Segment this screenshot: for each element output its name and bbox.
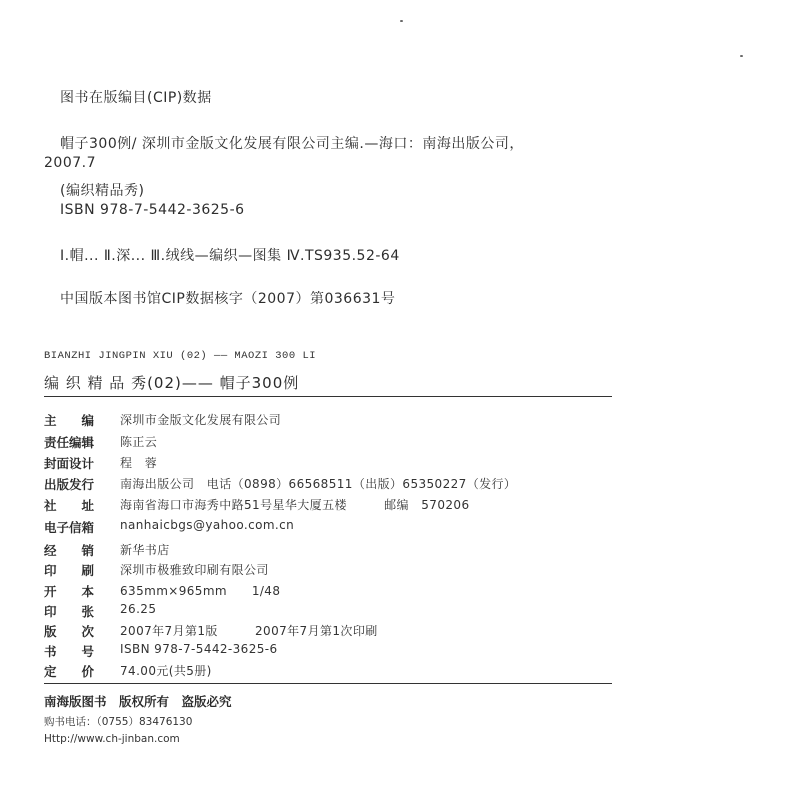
detail-value: 新华书店 xyxy=(120,543,170,557)
detail-value: 陈正云 xyxy=(120,435,158,449)
cip-record-number: 中国版本图书馆CIP数据核字（2007）第036631号 xyxy=(60,291,396,307)
detail-label: 经 销 xyxy=(44,543,95,558)
detail-value: 2007年7月第1版 2007年7月第1次印刷 xyxy=(120,624,378,638)
rights-statement: 南海版图书 版权所有 盗版必究 xyxy=(44,694,232,709)
detail-label: 开 本 xyxy=(44,584,95,599)
detail-label: 版 次 xyxy=(44,624,95,639)
detail-label: 出版发行 xyxy=(44,477,95,492)
detail-value: 635mm×965mm 1/48 xyxy=(120,584,281,598)
book-title: 编 织 精 品 秀(02)—— 帽子300例 xyxy=(44,374,300,392)
detail-label: 电子信箱 xyxy=(44,520,95,535)
cip-date: 2007.7 xyxy=(44,155,96,171)
detail-value: 深圳市金版文化发展有限公司 xyxy=(120,413,282,427)
cip-header: 图书在版编目(CIP)数据 xyxy=(60,90,212,106)
detail-value: 深圳市极雅致印刷有限公司 xyxy=(120,563,269,577)
divider-top xyxy=(44,396,612,397)
detail-label: 责任编辑 xyxy=(44,435,95,450)
cip-series: (编织精品秀) xyxy=(60,183,145,199)
detail-value: ISBN 978-7-5442-3625-6 xyxy=(120,642,278,656)
scan-speck xyxy=(740,55,743,57)
detail-value: 26.25 xyxy=(120,602,157,616)
detail-value: 海南省海口市海秀中路51号星华大厦五楼 邮编 570206 xyxy=(120,498,470,512)
detail-value: 程 蓉 xyxy=(120,456,158,470)
cip-title-line: 帽子300例/ 深圳市金版文化发展有限公司主编.—海口：南海出版公司， xyxy=(60,136,524,152)
website-url: Http://www.ch-jinban.com xyxy=(44,733,180,745)
detail-value: nanhaicbgs@yahoo.com.cn xyxy=(120,518,295,532)
detail-label: 封面设计 xyxy=(44,456,95,471)
detail-label: 主 编 xyxy=(44,413,95,428)
detail-value: 74.00元(共5册) xyxy=(120,664,212,678)
divider-bottom xyxy=(44,683,612,684)
detail-label: 印 张 xyxy=(44,604,95,619)
cip-isbn: ISBN 978-7-5442-3625-6 xyxy=(60,202,245,218)
detail-label: 印 刷 xyxy=(44,563,95,578)
purchase-phone: 购书电话：（0755）83476130 xyxy=(44,716,193,728)
scan-speck xyxy=(400,20,403,22)
detail-label: 书 号 xyxy=(44,644,95,659)
detail-label: 社 址 xyxy=(44,498,95,513)
cip-subject: Ⅰ.帽... Ⅱ.深... Ⅲ.绒线—编织—图集 Ⅳ.TS935.52-64 xyxy=(60,248,400,264)
detail-label: 定 价 xyxy=(44,664,95,679)
book-pinyin-title: BIANZHI JINGPIN XIU (02) —— MAOZI 300 LI xyxy=(44,350,317,362)
detail-value: 南海出版公司 电话（0898）66568511（出版）65350227（发行） xyxy=(120,477,517,491)
